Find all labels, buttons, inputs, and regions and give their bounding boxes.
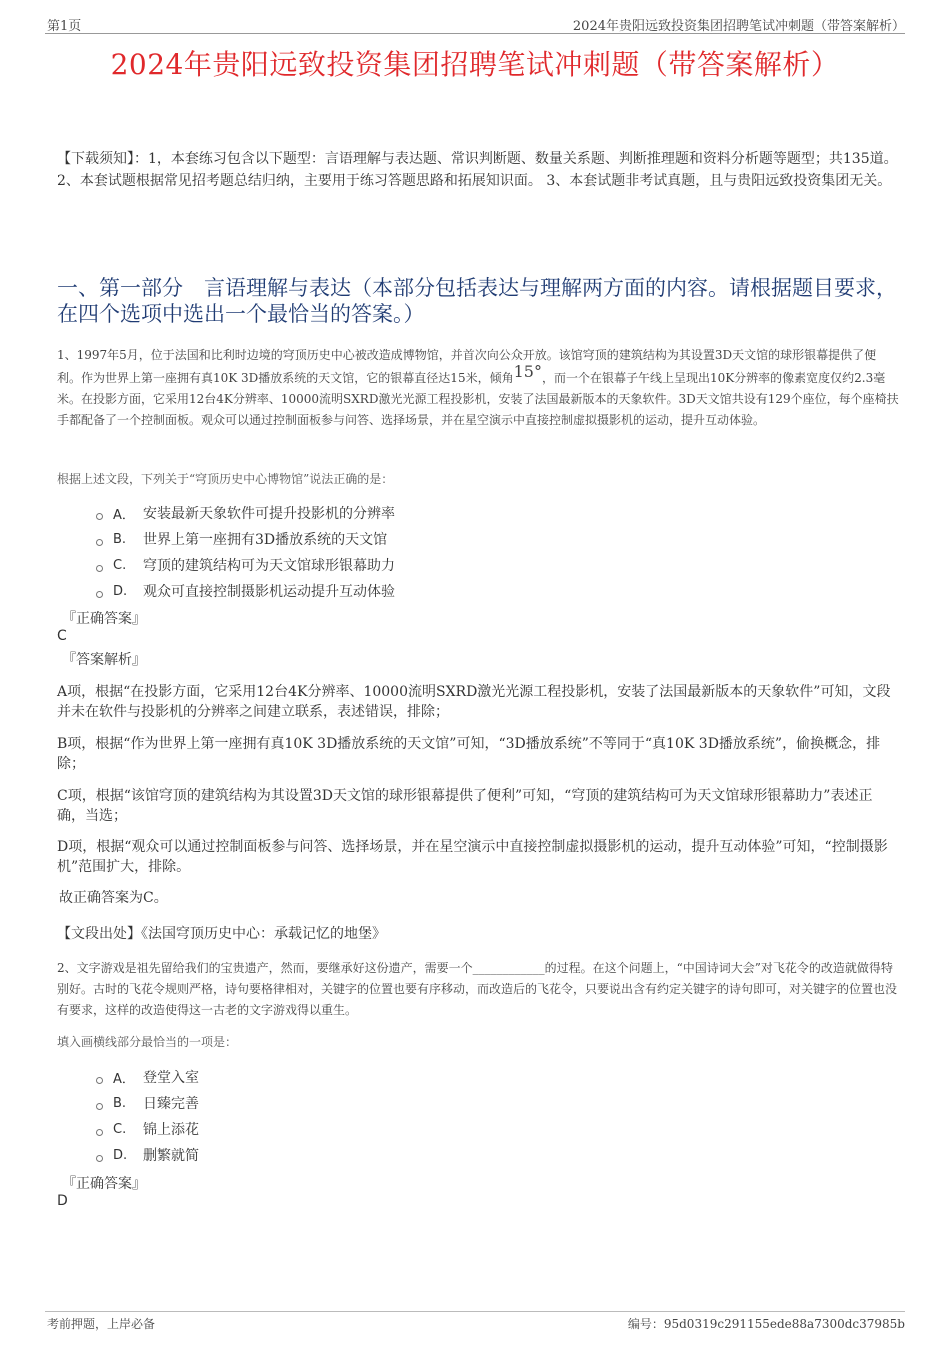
page-number: 第1页 [47,19,82,34]
option-letter: A． [113,1071,135,1087]
question-1-option-b[interactable] [96,526,395,552]
question-2-prompt: 填入画横线部分最恰当的一项是： [57,1035,238,1049]
radio-icon[interactable] [96,1129,103,1136]
option-text: 锦上添花 [143,1122,199,1138]
radio-icon[interactable] [96,1077,103,1084]
option-text: 登堂入室 [143,1070,199,1086]
question-1-prompt: 根据上述文段，下列关于“穹顶历史中心博物馆”说法正确的是： [57,472,394,486]
question-1-text-part2: ，而一个在银幕子午线上呈现出10K分辨率的像素宽度仅约2.3毫米。在投影方面，它采用12台4K分辨率、10000流明SXRD激光光源工程投影机，安装了法国最新版本的天象软件。3D天文馆共设有129个座位，每个座椅扶手都配备了一个控制面板。观众可以通过控制面板参与问答、选择场景，并在星空演示中直接控制虚拟摄影机的运动，提升互动体验。 [57,371,899,427]
radio-icon[interactable] [96,591,103,598]
question-1-answer: C [57,628,67,644]
question-1-analysis-label: 『答案解析』 [62,652,146,668]
question-1-source: 【文段出处】《法国穹顶历史中心：承载记忆的地堡》 [57,926,386,942]
question-2-text-part1: 2、文字游戏是祖先留给我们的宝贵遗产，然而，要继承好这份遗产，需要一个 [57,961,473,975]
question-1-angle: 15° [513,362,542,381]
question-2-answer-label: 『正确答案』 [62,1176,146,1192]
radio-icon[interactable] [96,565,103,572]
question-2-blank: ____________ [472,961,545,975]
question-1-text-part1: 1、1997年5月，位于法国和比利时边境的穹顶历史中心被改造成博物馆，并首次向公众开放。该馆穹顶的建筑结构为其设置3D天文馆的球形银幕提供了便利。作为世界上第一座拥有真10K 3D播放系统的天文馆，它的银幕直径达15米，倾角 [57,348,877,385]
question-1-options [96,500,395,604]
question-2-option-c[interactable] [96,1116,199,1142]
question-2-text-part2: 的过程。在这个问题上，“中国诗词大会”对飞花令的改造就做得特别好。古时的飞花令规则严格，诗句要格律相对，关键字的位置也要有序移动，而改造后的飞花令，只要说出含有约定关键字的诗句即可，对关键字的位置也没有要求，这样的改造使得这一古老的文字游戏得以重生。 [57,961,898,1017]
section-heading: 一、第一部分 言语理解与表达（本部分包括表达与理解两方面的内容。请根据题目要求，在四个选项中选出一个最恰当的答案。） [57,276,897,326]
question-2-option-b[interactable] [96,1090,199,1116]
document-title: 2024年贵阳远致投资集团招聘笔试冲刺题（带答案解析） [110,48,840,81]
option-letter: B. [113,531,127,547]
option-text: 安装最新天象软件可提升投影机的分辨率 [143,506,395,522]
question-1-option-c[interactable] [96,552,395,578]
question-2-options [96,1064,199,1168]
question-2-text [57,958,899,1021]
question-1-answer-label: 『正确答案』 [62,611,146,627]
footer-slogan: 考前押题，上岸必备 [47,1317,156,1331]
analysis-paragraph-c: C项，根据“该馆穹顶的建筑结构为其设置3D天文馆的球形银幕提供了便利”可知，“穹顶的建筑结构可为天文馆球形银幕助力”表述正确，当选； [57,788,873,824]
question-1-text [57,345,899,431]
option-letter: C. [113,557,127,573]
option-letter: B. [113,1095,127,1111]
option-letter: A． [113,507,135,523]
option-text: 世界上第一座拥有3D播放系统的天文馆 [143,532,388,548]
option-letter: D. [113,1147,128,1163]
download-notice: 【下载须知】：1，本套练习包含以下题型：言语理解与表达题、常识判断题、数量关系题、判断推理题和资料分析题等题型；共135道。 2、本套试题根据常见招考题总结归纳，主要用于练习答题思路和拓展知识面。 3、本套试题非考试真题，且与贵阳远致投资集团无关。 [57,151,898,189]
analysis-paragraph-d: D项，根据“观众可以通过控制面板参与问答、选择场景，并在星空演示中直接控制虚拟摄影机的运动，提升互动体验”可知，“控制摄影机”范围扩大，排除。 [57,839,888,875]
question-2-option-d[interactable] [96,1142,199,1168]
radio-icon[interactable] [96,1103,103,1110]
option-text: 穹顶的建筑结构可为天文馆球形银幕助力 [143,558,395,574]
option-letter: D. [113,583,128,599]
question-1-option-a[interactable] [96,500,395,526]
option-text: 日臻完善 [143,1096,199,1112]
question-2-option-a[interactable] [96,1064,199,1090]
header-divider [45,33,905,34]
radio-icon[interactable] [96,1155,103,1162]
footer-doc-id: 编号：95d0319c291155ede88a7300dc37985b [627,1317,905,1331]
option-text: 删繁就简 [143,1148,199,1164]
analysis-conclusion: 故正确答案为C。 [59,890,168,906]
option-text: 观众可直接控制摄影机运动提升互动体验 [143,584,395,600]
analysis-paragraph-b: B项，根据“作为世界上第一座拥有真10K 3D播放系统的天文馆”可知，“3D播放系统”不等同于“真10K 3D播放系统”，偷换概念，排除； [57,736,881,772]
header-doc-title: 2024年贵阳远致投资集团招聘笔试冲刺题（带答案解析） [572,19,905,34]
question-1-option-d[interactable] [96,578,395,604]
analysis-paragraph-a: A项，根据“在投影方面，它采用12台4K分辨率、10000流明SXRD激光光源工程投影机，安装了法国最新版本的天象软件”可知，文段并未在软件与投影机的分辨率之间建立联系，表述错误，排除； [57,684,891,720]
option-letter: C. [113,1121,127,1137]
footer-divider [45,1311,905,1312]
radio-icon[interactable] [96,539,103,546]
radio-icon[interactable] [96,513,103,520]
question-2-answer: D [57,1193,68,1209]
